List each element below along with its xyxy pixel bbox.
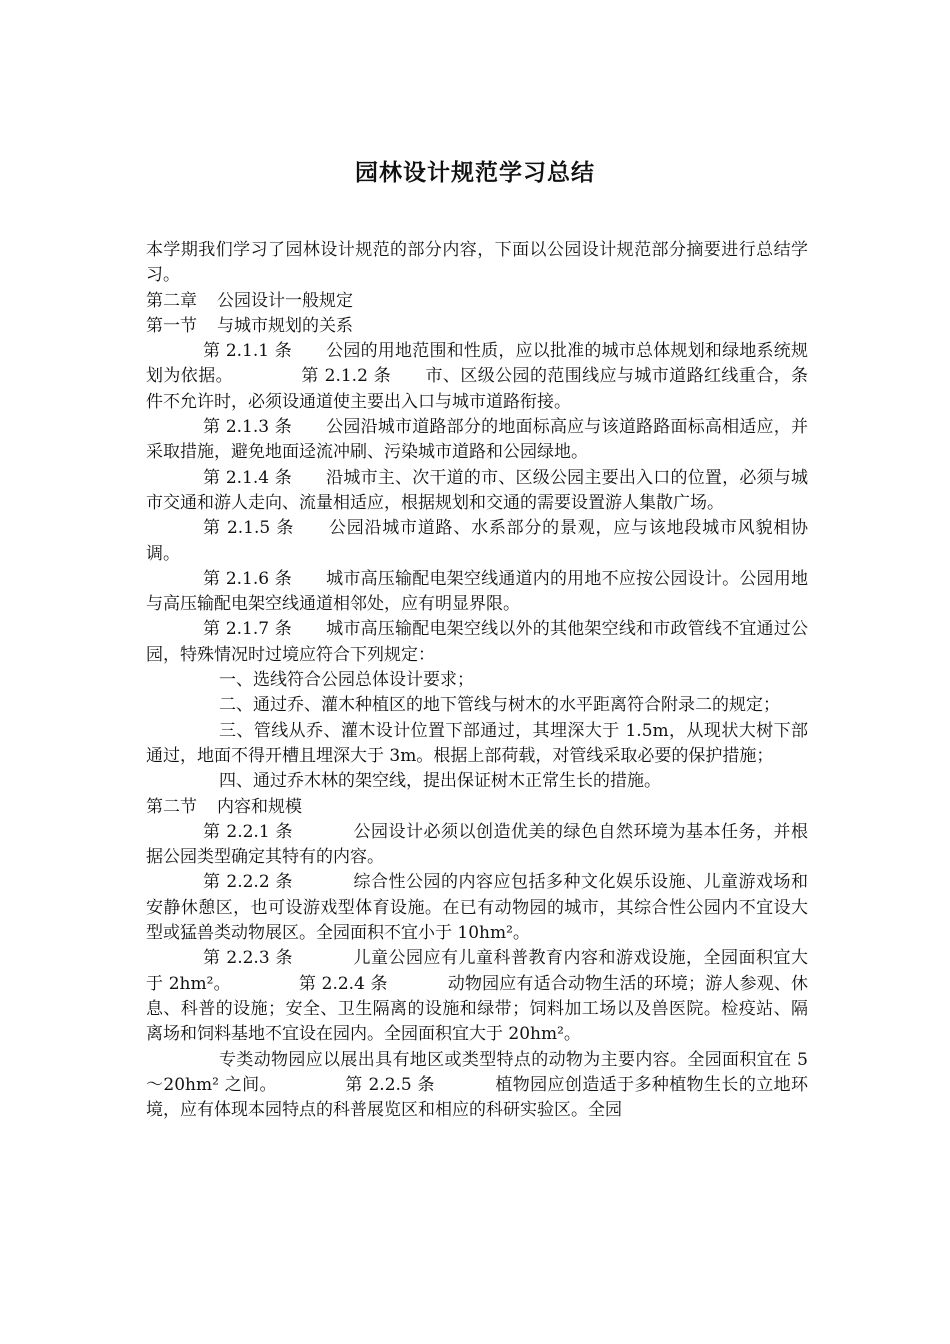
article-number: 第 2.1.5 条	[203, 518, 295, 539]
section-name: 与城市规划的关系	[217, 315, 353, 336]
article-number: 第 2.1.4 条	[203, 467, 292, 488]
rule-item-4: 四、通过乔木林的架空线，提出保证树木正常生长的措施。	[219, 771, 661, 792]
article-2-1-5	[146, 516, 808, 567]
article-text: 植物园应创造适于多种植物生长的立地环境，应有体现本园特点的科普展览区和相应的科研实验区。全园	[146, 1074, 808, 1121]
article-number: 第 2.2.3 条	[203, 948, 294, 969]
article-text: 公园沿城市道路部分的地面标高应与该道路路面标高相适应，并采取措施，避免地面迳流冲刷、污染城市道路和公园绿地。	[146, 417, 808, 463]
article-text: 沿城市主、次干道的市、区级公园主要出入口的位置，必须与城市交通和游人走向、流量相适应，根据规划和交通的需要设置游人集散广场。	[146, 467, 808, 513]
article-2-2-2	[146, 870, 808, 946]
article-2-1-7	[146, 617, 808, 668]
section-number: 第一节	[146, 315, 197, 336]
article-2-2-3	[146, 946, 808, 1047]
article-text: 公园沿城市道路、水系部分的景观，应与该地段城市风貌相协调。	[146, 518, 808, 564]
article-2-1-3	[146, 415, 808, 466]
article-2-1-6	[146, 567, 808, 618]
article-2-1-1	[146, 339, 808, 415]
chapter-number: 第二章	[146, 290, 197, 311]
rule-item-1: 一、选线符合公园总体设计要求；	[219, 670, 474, 691]
article-2-1-4	[146, 466, 808, 517]
article-number: 第 2.2.1 条	[203, 821, 294, 842]
article-text: 综合性公园的内容应包括多种文化娱乐设施、儿童游戏场和安静休憩区，也可设游戏型体育设施。在已有动物园的城市，其综合性公园内不宜设大型或猛兽类动物展区。全园面积不宜小于 10hm²。	[146, 872, 808, 944]
article-text: 城市高压输配电架空线通道内的用地不应按公园设计。公园用地与高压输配电架空线通道相邻处，应有明显界限。	[146, 568, 808, 615]
rule-item-3: 三、管线从乔、灌木设计位置下部通过，其埋深大于 1.5m，从现状大树下部通过，地面不得开槽且埋深大于 3m。根据上部荷载，对管线采取必要的保护措施；	[146, 720, 808, 766]
article-number: 第 2.1.2 条	[301, 366, 392, 387]
section-name: 内容和规模	[217, 796, 302, 817]
article-text: 公园的用地范围和性质，应以批准的城市总体规划和绿地系统规划为依据。	[146, 341, 808, 387]
document-body	[146, 238, 808, 1123]
article-number: 第 2.2.2 条	[203, 872, 294, 893]
special-zoo-paragraph	[146, 1048, 808, 1124]
paragraph-text: 专类动物园应以展出具有地区或类型特点的动物为主要内容。全园面积宜在 5～20hm² 之间。	[146, 1049, 808, 1095]
article-number: 第 2.1.6 条	[203, 568, 292, 589]
article-2-2-1	[146, 820, 808, 871]
article-number: 第 2.2.5 条	[344, 1074, 435, 1095]
article-text: 公园设计必须以创造优美的绿色自然环境为基本任务，并根据公园类型确定其特有的内容。	[146, 821, 808, 868]
article-number: 第 2.1.1 条	[203, 341, 292, 362]
article-number: 第 2.2.4 条	[298, 973, 388, 994]
article-text: 动物园应有适合动物生活的环境；游人参观、休息、科普的设施；安全、卫生隔离的设施和绿带；饲料加工场以及兽医院。检疫站、隔离场和饲料基地不宜设在园内。全园面积宜大于 20hm²。	[146, 973, 808, 1045]
rule-item-2: 二、通过乔、灌木种植区的地下管线与树木的水平距离符合附录二的规定；	[219, 695, 780, 716]
article-text: 儿童公园应有儿童科普教育内容和游戏设施，全园面积宜大于 2hm²。	[146, 948, 808, 994]
chapter-name: 公园设计一般规定	[217, 290, 353, 311]
article-number: 第 2.1.3 条	[203, 417, 292, 438]
intro-paragraph: 本学期我们学习了园林设计规范的部分内容，下面以公园设计规范部分摘要进行总结学习。	[146, 240, 808, 286]
chapter-heading	[146, 289, 808, 314]
article-text: 市、区级公园的范围线应与城市道路红线重合，条件不允许时，必须设通道使主要出入口与城市道路衔接。	[146, 366, 809, 412]
article-text: 城市高压输配电架空线以外的其他架空线和市政管线不宜通过公园，特殊情况时过境应符合下列规定：	[146, 619, 808, 665]
document-title: 园林设计规范学习总结	[355, 160, 595, 186]
section-heading-1	[146, 314, 808, 339]
section-heading-2	[146, 795, 808, 820]
article-number: 第 2.1.7 条	[203, 619, 292, 640]
section-number: 第二节	[146, 796, 197, 817]
